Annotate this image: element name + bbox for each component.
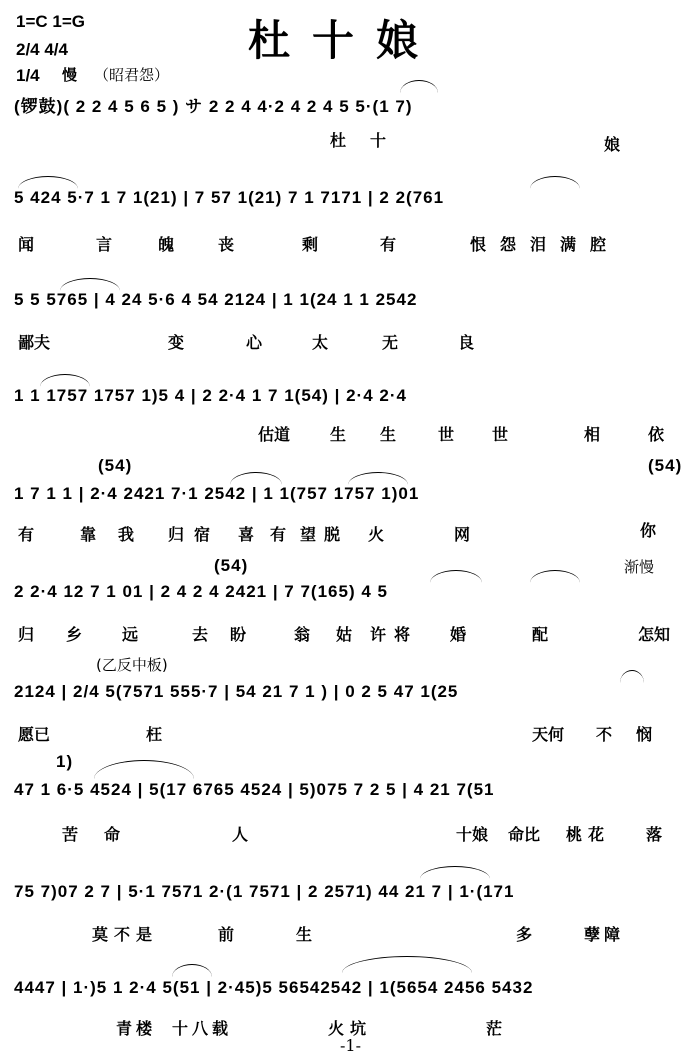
lyric: 火坑 [328, 1019, 373, 1038]
lyric: 许将 [370, 625, 419, 644]
meter-signature: 2/4 4/4 [16, 40, 68, 59]
key-signature: 1=C 1=G [16, 12, 85, 31]
lyric: 桃花 [566, 825, 611, 844]
lyric: 盼 [230, 625, 247, 644]
notation-line-1: (锣鼓)( 2 2 4 5 6 5 ) サ 2 2 4 4·2 4 2 4 5 5·(1 7) [14, 97, 413, 116]
lyric: 十八载 [172, 1019, 233, 1038]
lyric: 苦 [62, 825, 79, 844]
lyric: 心 [246, 333, 263, 352]
lyric: 世 [438, 425, 455, 444]
lyric: 愿已 [18, 725, 51, 744]
lyric: 火 [368, 525, 385, 544]
slur [400, 80, 438, 93]
lyric: 天何 [532, 725, 565, 744]
lyric: 命 [104, 825, 121, 844]
lyric: 乡 [66, 625, 83, 644]
slur [420, 866, 490, 879]
lyric: 孽障 [584, 925, 625, 944]
lyric: 估道 [258, 425, 291, 444]
lyric: 远 [122, 625, 139, 644]
slur [60, 278, 120, 291]
lyric: 闻 [18, 235, 35, 254]
lyric: 娘 [604, 135, 621, 154]
tempo-marking: 慢 [62, 66, 78, 84]
lyric: 配 [532, 625, 549, 644]
slur [230, 472, 282, 485]
lyric: 生 [380, 425, 397, 444]
lyric: 太 [312, 333, 329, 352]
notation-line-8: 47 1 6·5 4524 | 5(17 6765 4524 | 5)075 7 2 5 | 4 21 7(51 [14, 780, 495, 799]
lyric: 青楼 [116, 1019, 157, 1038]
slur [18, 176, 78, 189]
slur [348, 472, 408, 485]
lyric: 变 [168, 333, 185, 352]
lyric: 去 [192, 625, 209, 644]
notation-line-10: 4447 | 1·)5 1 2·4 5(51 | 2·45)5 56542542 | 1(5654 2456 5432 [14, 978, 534, 997]
lyric: 网 [454, 525, 471, 544]
lyric: 我 [118, 525, 135, 544]
lyric: 命比 [508, 825, 541, 844]
lyric: 人 [232, 825, 249, 844]
annotation-above: (54) [214, 556, 249, 575]
lyric: 茫 [486, 1019, 503, 1038]
tune-source: （昭君怨） [94, 66, 170, 84]
lyric: 杜 [330, 131, 347, 150]
slur [430, 570, 482, 583]
annotation-above: (54) [98, 456, 133, 475]
notation-line-7: 2124 | 2/4 5(7571 555·7 | 54 21 7 1 ) | 0 2 5 47 1(25 [14, 682, 459, 701]
slur [530, 176, 580, 189]
lyric: 依 [648, 425, 665, 444]
lyric: 生 [330, 425, 347, 444]
lyric: 有 [380, 235, 397, 254]
notation-line-2: 5 424 5·7 1 7 1(21) | 7 57 1(21) 7 1 7171 | 2 2(761 [14, 188, 445, 207]
notation-line-3: 5 5 5765 | 4 24 5·6 4 54 2124 | 1 1(24 1 1 2542 [14, 290, 418, 309]
lyric: 剩 [302, 235, 319, 254]
slur [530, 570, 580, 583]
lyric: 世 [492, 425, 509, 444]
annotation-above: (54) [648, 456, 683, 475]
page-number: -1- [340, 1036, 361, 1055]
lyric: 十 [370, 131, 387, 150]
lyric: 相 [584, 425, 601, 444]
lyric: 喜 [238, 525, 255, 544]
lyric: 言 [96, 235, 113, 254]
lyric: 靠 [80, 525, 97, 544]
lyric: 恨怨泪满腔 [470, 235, 621, 254]
lyric: 婚 [450, 625, 467, 644]
slur [342, 956, 472, 973]
lyric: 无 [382, 333, 399, 352]
lyric: 魄 [158, 235, 175, 254]
notation-line-4: 1 1 1757 1757 1)5 4 | 2 2·4 1 7 1(54) | 2·4 2·4 [14, 386, 407, 405]
lyric: 怎知 [638, 625, 671, 644]
lyric: 姑 [336, 625, 353, 644]
annotation-above: 1) [56, 752, 74, 771]
lyric: 良 [458, 333, 475, 352]
lyric: 归 [18, 625, 35, 644]
lyric: 莫不是 [92, 925, 159, 944]
notation-line-6: 2 2·4 12 7 1 01 | 2 4 2 4 2421 | 7 7(165) 4 5 [14, 582, 388, 601]
lyric: 落 [646, 825, 663, 844]
tempo-change: 渐慢 [624, 558, 655, 576]
lyric: 归宿 [168, 525, 221, 544]
lyric: 你 [640, 521, 657, 540]
lyric: 十娘 [456, 825, 489, 844]
lyric: 不 [596, 725, 613, 744]
lyric: 多 [516, 925, 533, 944]
section-marking: (乙反中板) [96, 656, 168, 674]
lyric: 丧 [218, 235, 235, 254]
slur [172, 964, 212, 977]
meter-signature-2: 1/4 [16, 66, 40, 85]
notation-line-5: 1 7 1 1 | 2·4 2421 7·1 2542 | 1 1(757 1757 1)01 [14, 484, 420, 503]
slur [94, 760, 194, 779]
lyric: 前 [218, 925, 235, 944]
score-title: 杜十娘 [248, 16, 441, 65]
lyric: 有 [18, 525, 35, 544]
notation-line-9: 75 7)07 2 7 | 5·1 7571 2·(1 7571 | 2 2571) 44 21 7 | 1·(171 [14, 882, 515, 901]
lyric: 枉 [146, 725, 163, 744]
lyric: 鄙夫 [18, 333, 51, 352]
lyric: 生 [296, 925, 313, 944]
lyric: 望脱 [300, 525, 349, 544]
lyric: 翁 [294, 625, 311, 644]
lyric: 有 [270, 525, 287, 544]
slur [620, 670, 644, 683]
lyric: 悯 [636, 725, 653, 744]
slur [40, 374, 90, 387]
